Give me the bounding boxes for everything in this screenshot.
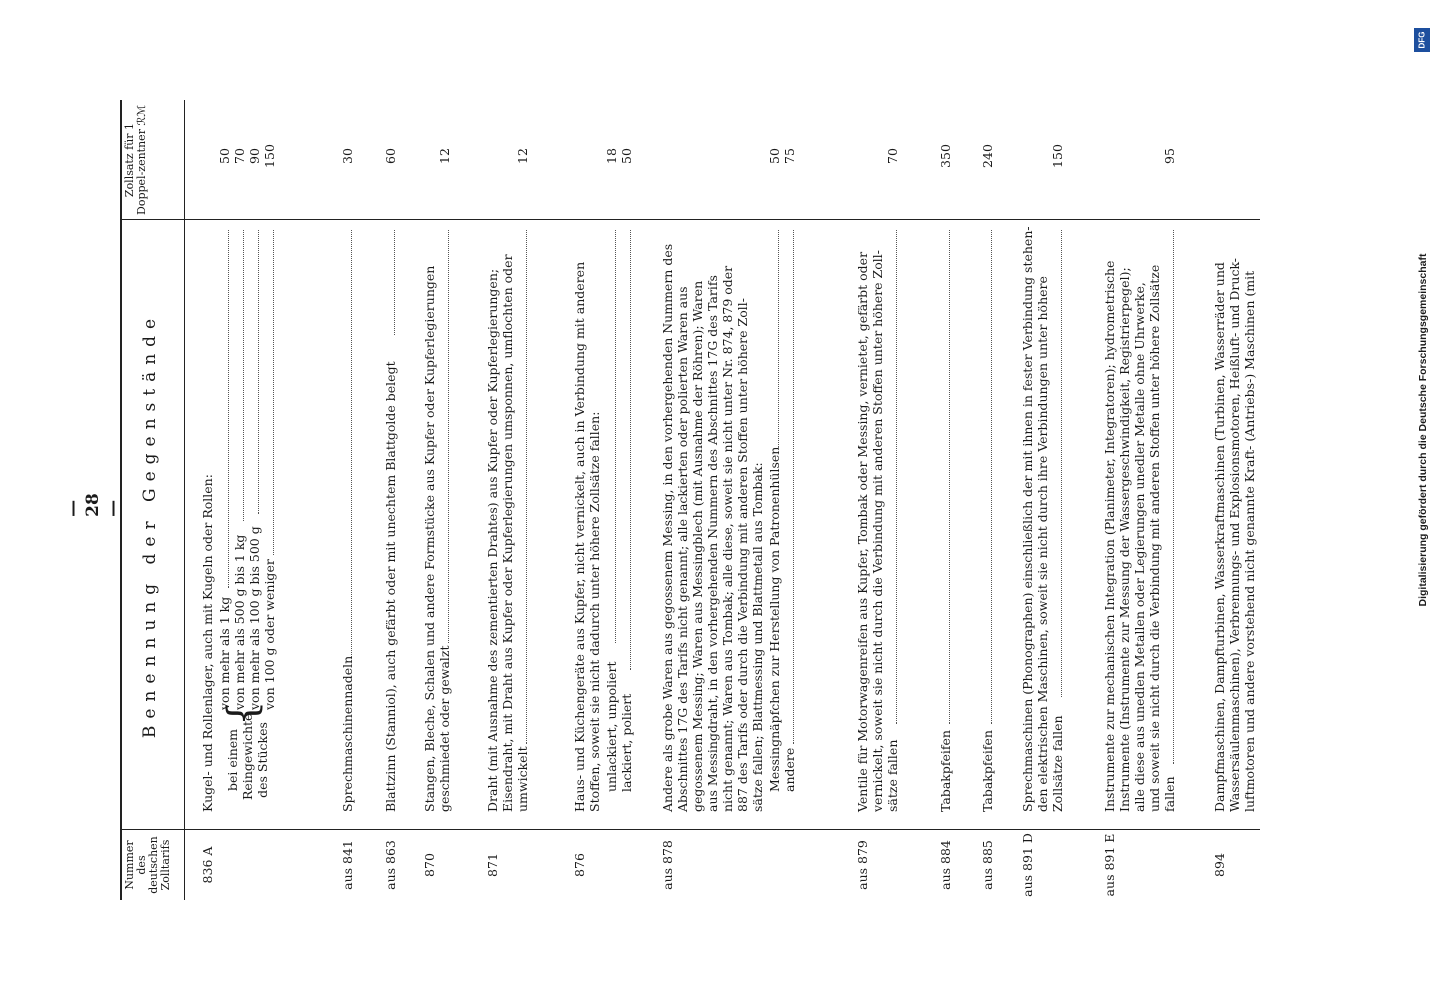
page-number-text: — 28 — [63, 493, 123, 517]
description-line: Stangen, Bleche, Schalen und andere Formstücke aus Kupfer oder Kupferlegierungen [422, 265, 437, 812]
group-label: bei einem [225, 728, 240, 792]
leader-dots [793, 230, 794, 744]
header-description: Benennung der Gegenstände [140, 311, 160, 739]
leader-dots [896, 230, 897, 724]
rate-value: 90 [247, 148, 262, 164]
digitization-credit [1410, 20, 1434, 1000]
description-line: luftmotoren und andere vorstehend nicht genannte Kraft- (Antriebs-) Maschinen (mit [1242, 270, 1257, 812]
leader-dots [991, 230, 992, 724]
leader-dots [273, 230, 274, 555]
description-line: sätze fallen; Blattmessing und Blattmetall aus Tombak: [750, 462, 765, 812]
rate-value: 150 [262, 144, 277, 168]
leader-dots [949, 230, 950, 724]
subitem-text: Messingnäpfchen zur Herstellung von Patronenhülsen [767, 446, 782, 792]
description-line: Ventile für Motorwagenreifen aus Kupfer, Tombak oder Messing, vernietet, gefärbt oder [855, 251, 870, 812]
description-line: fallen [1162, 776, 1177, 812]
description-line: geschmiedet oder gewalzt [437, 645, 452, 812]
tariff-number: 870 [422, 853, 437, 877]
column-divider-number [120, 829, 1260, 830]
header-rule [184, 100, 185, 900]
credit-text: Digitalisierung gefördert durch die Deutsche Forschungsgemeinschaft [1417, 253, 1429, 607]
dfg-logo-text: DFG [1417, 31, 1427, 49]
rate-value: 60 [383, 148, 398, 164]
tariff-number: aus 879 [855, 840, 870, 890]
leader-dots [1061, 230, 1062, 697]
description-line: Dampfmaschinen, Dampfturbinen, Wasserkraftmaschinen (Turbinen, Wasserräder und [1212, 262, 1227, 812]
subitem-text: von 100 g oder weniger [262, 559, 277, 710]
rate-value: 50 [217, 148, 232, 164]
tariff-number: 871 [485, 853, 500, 877]
subitem-text: von mehr als 1 kg [217, 596, 232, 710]
description-line: alle diese aus unedlen Metallen oder Legierungen unedler Metalle ohne Uhrwerke, [1132, 282, 1147, 812]
description-line: Kugel- und Rollenlager, auch mit Kugeln oder Rollen: [200, 474, 215, 812]
rate-value: 12 [515, 148, 530, 164]
description-line: Instrumente (Instrumente zur Messung der Wassergeschwindigkeit, Registrierpegel); [1117, 267, 1132, 812]
description-line: Stoffen, soweit sie nicht dadurch unter höhere Zollsätze fallen: [587, 411, 602, 812]
leader-dots [258, 230, 259, 514]
leader-dots [526, 230, 527, 744]
leader-dots [1173, 230, 1174, 764]
description-line: 887 des Tarifs oder durch die Verbindung mit anderen Stoffen unter höhere Zoll- [735, 298, 750, 812]
leader-dots [630, 230, 631, 670]
leader-dots [351, 230, 352, 663]
curly-brace: { [220, 700, 266, 726]
tariff-table [120, 100, 1260, 900]
description-line: umwickelt [515, 746, 530, 812]
description-line: Sprechmaschinen (Phonographen) einschließlich der mit ihnen in fester Verbindung stehen- [1020, 226, 1035, 812]
rate-value: 70 [232, 148, 247, 164]
tariff-number: aus 891 D [1020, 833, 1035, 897]
group-label: Reingewichte [240, 713, 255, 800]
header-number: Nummer des deutschen Zolltarifs [123, 836, 172, 894]
rate-value: 12 [437, 148, 452, 164]
description-line: nicht genannt; Waren aus Tombak; alle diese, soweit sie nicht unter Nr. 874, 879 oder [720, 265, 735, 812]
leader-dots [228, 230, 229, 588]
description-line: Zollsätze fallen [1050, 715, 1065, 812]
description-line: Andere als grobe Waren aus gegossenem Messing, in den vorhergehenden Nummern des [660, 243, 675, 812]
page-number [63, 470, 123, 540]
description-line: gegossenem Messing; Waren aus Messingblech (mit Ausnahme der Röhren); Waren [690, 280, 705, 812]
tariff-number: 836 A [200, 846, 215, 884]
column-divider-rate [120, 219, 1260, 220]
description-line: den elektrischen Maschinen, soweit sie nicht durch ihre Verbindungen unter höhere [1035, 276, 1050, 812]
leader-dots [448, 230, 449, 643]
header-rate: Zollsatz für 1 Doppel-zentner ℛℳ [123, 105, 148, 215]
tariff-number: aus 863 [383, 840, 398, 890]
tariff-number: aus 884 [938, 840, 953, 890]
description-line: Wassersäulenmaschinen), Verbrennungs- und Explosionsmotoren, Heißluft- und Druck- [1227, 257, 1242, 812]
group-label: des Stückes [255, 722, 270, 798]
leader-dots [778, 230, 779, 449]
rate-value: 30 [340, 148, 355, 164]
description-line: sätze fallen [885, 739, 900, 812]
dfg-logo [1414, 28, 1430, 52]
rate-value: 150 [1050, 144, 1065, 168]
rate-value: 350 [938, 144, 953, 168]
rate-value: 18 [604, 148, 619, 164]
leader-dots [615, 230, 616, 643]
tariff-number: aus 885 [980, 840, 995, 890]
subitem-text: von mehr als 500 g bis 1 kg [232, 534, 247, 710]
rate-value: 75 [782, 148, 797, 164]
tariff-number: 894 [1212, 853, 1227, 877]
description-line: Blattzinn (Stanniol), auch gefärbt oder mit unechtem Blattgolde belegt [383, 361, 398, 812]
subitem-text: von mehr als 100 g bis 500 g [247, 526, 262, 710]
description-line: Haus- und Küchengeräte aus Kupfer, nicht vernickelt, auch in Verbindung mit anderen [572, 261, 587, 812]
description-line: Tabakpfeifen [980, 730, 995, 812]
leader-dots [243, 230, 244, 521]
description-line: Instrumente zur mechanischen Integration (Planimeter, Integratoren); hydrometrische [1102, 260, 1117, 812]
tariff-number: aus 891 E [1102, 833, 1117, 897]
tariff-number: aus 878 [660, 840, 675, 890]
description-line: Draht (mit Ausnahme des zementierten Drahtes) aus Kupfer oder Kupferlegierungen; [485, 268, 500, 812]
description-line: Abschnittes 17G des Tarifs nicht genannt; alle lackierten oder polierten Waren aus [675, 286, 690, 812]
description-line: Tabakpfeifen [938, 730, 953, 812]
leader-dots [394, 230, 395, 335]
tariff-number: aus 841 [340, 840, 355, 890]
description-line: Eisendraht, mit Draht aus Kupfer oder Kupferlegierungen umsponnen, umflochten oder [500, 254, 515, 812]
subitem-text: unlackiert, unpoliert [604, 661, 619, 792]
rate-value: 50 [767, 148, 782, 164]
rate-value: 240 [980, 144, 995, 168]
description-line: vernickelt, soweit sie nicht durch die Verbindung mit anderen Stoffen unter höhere Zoll- [870, 250, 885, 812]
description-line: aus Messingdraht, in den vorhergehenden Nummern des Abschnittes 17G des Tarifs [705, 275, 720, 812]
tariff-number: 876 [572, 853, 587, 877]
subitem-text: andere [782, 747, 797, 792]
rate-value: 70 [885, 148, 900, 164]
description-line: und soweit sie nicht durch die Verbindung mit anderen Stoffen unter höhere Zollsätze [1147, 264, 1162, 812]
description-line: Sprechmaschinennadeln [340, 655, 355, 812]
rate-value: 50 [619, 148, 634, 164]
table-top-rule [120, 100, 122, 900]
subitem-text: lackiert, poliert [619, 693, 634, 792]
rate-value: 95 [1162, 148, 1177, 164]
